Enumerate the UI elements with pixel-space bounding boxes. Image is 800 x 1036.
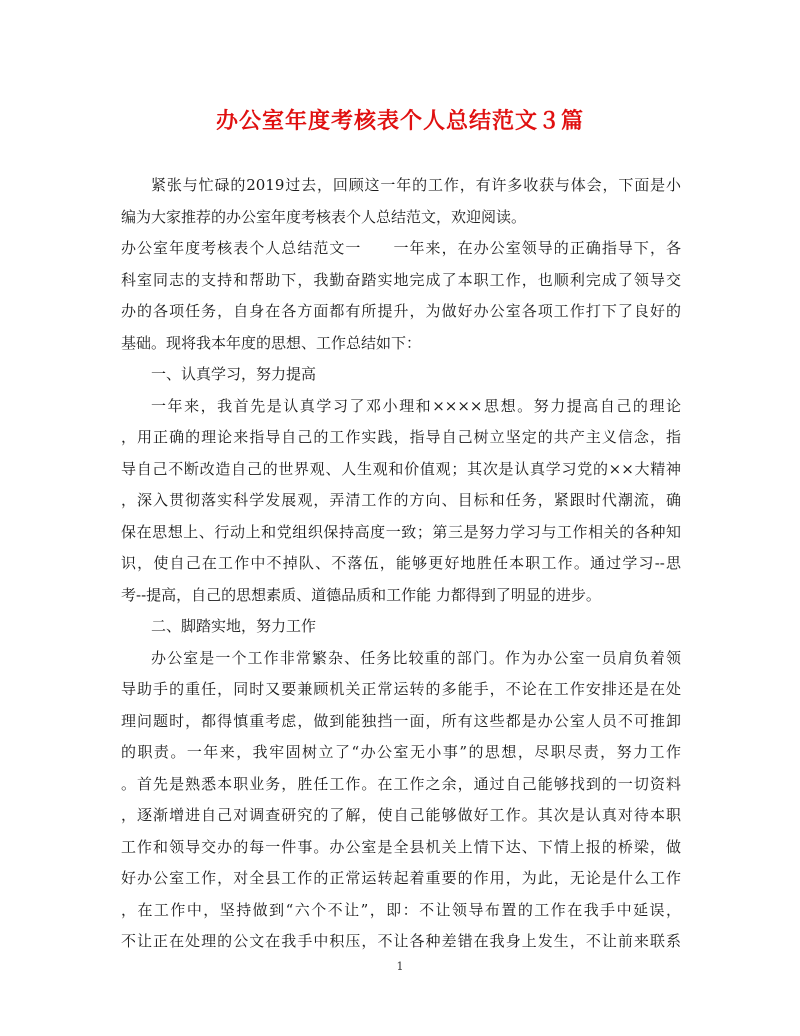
- paragraph-line: 办公室年度考核表个人总结范文一 一年来，在办公室领导的正确指导下，各: [121, 239, 681, 257]
- paragraph-line: 保在思想上、行动上和党组织保持高度一致；第三是努力学习与工作相关的各种知: [121, 522, 681, 541]
- paragraph-line: 不让正在处理的公文在我手中积压，不让各种差错在我身上发生，不让前来联系: [121, 932, 681, 950]
- document-body: [121, 170, 681, 958]
- paragraph-line: ，逐渐增进自己对调查研究的了解，使自己能够做好工作。其次是认真对待本职: [121, 806, 681, 824]
- paragraph-line: 基础。现将我本年度的思想、工作总结如下：: [121, 333, 422, 352]
- paragraph-line: 好办公室工作，对全县工作的正常运转起着重要的作用，为此，无论是什么工作: [121, 869, 681, 887]
- paragraph-line: 科室同志的支持和帮助下，我勤奋踏实地完成了本职工作，也顺利完成了领导交: [121, 270, 681, 289]
- paragraph-line: 一年来，我首先是认真学习了邓小理和××××思想。努力提高自己的理论: [151, 396, 681, 415]
- paragraph-line: 办公室是一个工作非常繁杂、任务比较重的部门。作为办公室一员肩负着领: [151, 648, 681, 667]
- paragraph-line: 导自己不断改造自己的世界观、人生观和价值观；其次是认真学习党的××大精神: [121, 459, 681, 478]
- document-title: 办公室年度考核表个人总结范文３篇: [215, 108, 584, 134]
- paragraph-line: 紧张与忙碌的2019过去，回顾这一年的工作，有许多收获与体会，下面是小: [151, 176, 681, 194]
- paragraph-line: 。首先是熟悉本职业务，胜任工作。在工作之余，通过自己能够找到的一切资料: [121, 774, 681, 793]
- paragraph-line: 识，使自己在工作中不掉队、不落伍，能够更好地胜任本职工作。通过学习--思: [121, 554, 681, 572]
- paragraph-line: 考--提高，自己的思想素质、道德品质和工作能 力都得到了明显的进步。: [121, 585, 601, 604]
- paragraph-line: ，在工作中，坚持做到“六个不让”，即：不让领导布置的工作在我手中延误，: [121, 900, 681, 919]
- paragraph-line: 的职责。一年来，我牢固树立了“办公室无小事”的思想，尽职尽责，努力工作: [121, 743, 681, 761]
- paragraph-line: 理问题时，都得慎重考虑，做到能独挡一面，所有这些都是办公室人员不可推卸: [121, 711, 681, 730]
- section-heading: 一、认真学习，努力提高: [151, 365, 317, 383]
- paragraph-line: 导助手的重任，同时又要兼顾机关正常运转的多能手，不论在工作安排还是在处: [121, 680, 681, 698]
- paragraph-line: ，用正确的理论来指导自己的工作实践，指导自己树立坚定的共产主义信念，指: [121, 428, 681, 446]
- paragraph-line: 编为大家推荐的办公室年度考核表个人总结范文，欢迎阅读。: [121, 207, 527, 226]
- paragraph-line: 办的各项任务，自身在各方面都有所提升，为做好办公室各项工作打下了良好的: [121, 302, 681, 320]
- paragraph-line: 工作和领导交办的每一件事。办公室是全县机关上情下达、下情上报的桥梁，做: [121, 837, 681, 856]
- paragraph-line: ，深入贯彻落实科学发展观，弄清工作的方向、目标和任务，紧跟时代潮流，确: [121, 491, 681, 509]
- page-number: 1: [396, 960, 404, 973]
- section-heading: 二、脚踏实地，努力工作: [151, 617, 317, 635]
